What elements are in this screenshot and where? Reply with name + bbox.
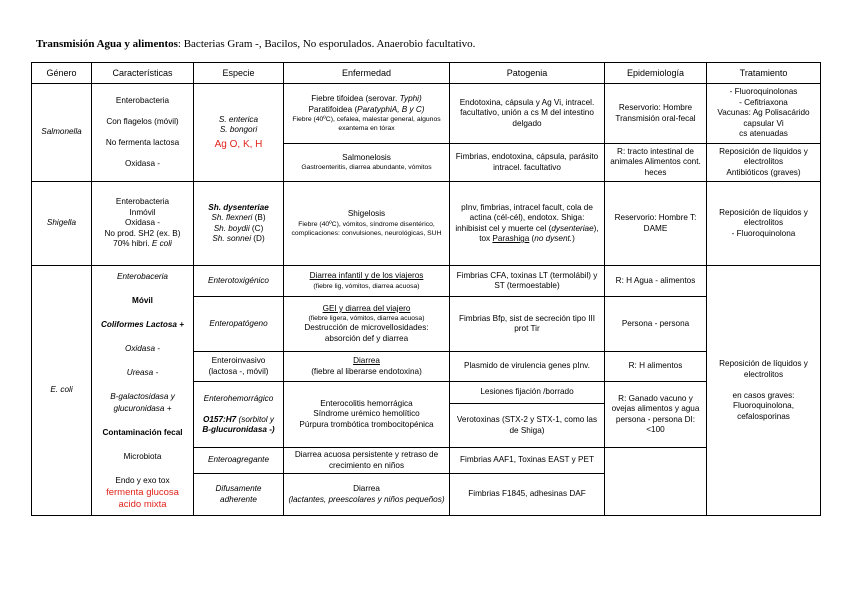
disease-eaec: Diarrea acuosa persistente y retraso de crecimiento en niños: [284, 448, 450, 474]
pathogenesis-etec: Fimbrias CFA, toxinas LT (termolábil) y ST (termoestable): [450, 266, 605, 297]
shigella-disease: Shigelosis Fiebre (40ºC), vómitos, síndrome disentérico, complicaciones: convulsiones, neurológicas, SUH: [284, 182, 450, 266]
species-ehec: Enterohemorrágico O157:H7 (sorbitol y B-glucuronidasa -): [194, 382, 284, 448]
salmonella-epidemiology-2: R: tracto intestinal de animales Alimentos cont. heces: [605, 144, 707, 182]
disease-epec: GEI y diarrea del viajero (fiebre ligera, vómitos, diarrea acuosa) Destrucción de microvellosidades: absorción def y diarrea: [284, 297, 450, 352]
genus-ecoli: E. coli: [32, 266, 92, 516]
species-epec: Enteropatógeno: [194, 297, 284, 352]
col-header: Epidemiología: [605, 63, 707, 84]
species-eiec: Enteroinvasivo (lactosa -, móvil): [194, 352, 284, 382]
epidemiology-epec: Persona - persona: [605, 297, 707, 352]
epidemiology-eiec: R: H alimentos: [605, 352, 707, 382]
ecoli-treatment: Reposición de líquidos y electrolitos en casos graves: Fluoroquinolona, cefalosporinas: [707, 266, 821, 516]
salmonella-disease-typhoid: Fiebre tifoidea (serovar. Typhi) Paratifoidea (ParatyphiA, B y C) Fiebre (40ºC), cefalea, malestar general, algunos exantema en tórax: [284, 84, 450, 144]
bacteria-table: [31, 62, 821, 516]
document-header: [36, 38, 475, 50]
epidemiology-empty: [605, 448, 707, 516]
species-etec: Enterotoxigénico: [194, 266, 284, 297]
pathogenesis-ehec-2: Verotoxinas (STX-2 y STX-1, como las de Shiga): [450, 404, 605, 448]
epidemiology-ehec: R: Ganado vacuno y ovejas alimentos y agua persona - persona DI:<100: [605, 382, 707, 448]
disease-eiec: Diarrea (fiebre al liberarse endotoxina): [284, 352, 450, 382]
shigella-epidemiology: Reservorio: Hombre T: DAME: [605, 182, 707, 266]
pathogenesis-ehec-1: Lesiones fijación /borrado: [450, 382, 605, 404]
col-header: Características: [92, 63, 194, 84]
shigella-row: [32, 182, 821, 266]
genus-salmonella: Salmonella: [32, 84, 92, 182]
col-header: Tratamiento: [707, 63, 821, 84]
col-header: Enfermedad: [284, 63, 450, 84]
salmonella-pathogenesis-2: Fimbrias, endotoxina, cápsula, parásito intracel. facultativo: [450, 144, 605, 182]
col-header: Especie: [194, 63, 284, 84]
pathogenesis-eaec: Fimbrias AAF1, Toxinas EAST y PET: [450, 448, 605, 474]
species-daec: Difusamente adherente: [194, 474, 284, 516]
col-header: Género: [32, 63, 92, 84]
shigella-pathogenesis: pInv, fimbrias, intracel facult, cola de actina (cél-cél), endotox. Shiga: inhibisist cel y muerte cel (dysenteriae), tox Parashiga (no dysent.): [450, 182, 605, 266]
species-eaec: Enteroagregante: [194, 448, 284, 474]
disease-ehec: Enterocolitis hemorrágica Síndrome urémico hemolítico Púrpura trombótica trombocitopénica: [284, 382, 450, 448]
disease-daec: Diarrea (lactantes, preescolares y niños pequeños): [284, 474, 450, 516]
pathogenesis-eiec: Plasmido de virulencia genes pInv.: [450, 352, 605, 382]
salmonella-epidemiology-1: Reservorio: Hombre Transmisión oral-fecal: [605, 84, 707, 144]
ecoli-characteristics: Enterobaceria Móvil Coliformes Lactosa + Oxidasa - Ureasa - B-galactosidasa y glucuronidasa + Contaminación fecal Microbiota Endo y exo tox fermenta glucosa acido mixta: [92, 266, 194, 516]
salmonella-characteristics: Enterobacteria Con flagelos (móvil) No fermenta lactosa Oxidasa -: [92, 84, 194, 182]
pathogenesis-epec: Fimbrias Bfp, sist de secreción tipo III prot Tir: [450, 297, 605, 352]
shigella-characteristics: Enterobacteria Inmóvil Oxidasa - No prod. SH2 (ex. B) 70% hibri. E coli: [92, 182, 194, 266]
genus-shigella: Shigella: [32, 182, 92, 266]
header-row: [32, 63, 821, 84]
salmonella-treatment-1: - Fluoroquinolonas - Cefitriaxona Vacunas: Ag Polisacárido capsular Vi cs atenuadas: [707, 84, 821, 144]
ecoli-row-etec: [32, 266, 821, 297]
salmonella-disease-salmonelosis: Salmonelosis Gastroenteritis, diarrea abundante, vómitos: [284, 144, 450, 182]
shigella-species: Sh. dysenteriae Sh. flexneri (B) Sh. boydii (C) Sh. sonnei (D): [194, 182, 284, 266]
salmonella-treatment-2: Reposición de líquidos y electrolitos Antibióticos (graves): [707, 144, 821, 182]
epidemiology-etec: R: H Agua - alimentos: [605, 266, 707, 297]
col-header: Patogenia: [450, 63, 605, 84]
disease-etec: Diarrea infantil y de los viajeros (fiebre lig, vómitos, diarrea acuosa): [284, 266, 450, 297]
doc-subtitle: : Bacterias Gram -, Bacilos, No esporulados. Anaerobio facultativo.: [177, 38, 476, 50]
salmonella-pathogenesis-1: Endotoxina, cápsula y Ag Vi, intracel. facultativo, unión a cs M del intestino delgado: [450, 84, 605, 144]
doc-title: Transmisión Agua y alimentos: [36, 38, 178, 50]
salmonella-species: S. enterica S. bongori Ag O, K, H: [194, 84, 284, 182]
salmonella-row-1: [32, 84, 821, 144]
shigella-treatment: Reposición de líquidos y electrolitos - Fluoroquinolona: [707, 182, 821, 266]
pathogenesis-daec: Fimbrias F1845, adhesinas DAF: [450, 474, 605, 516]
